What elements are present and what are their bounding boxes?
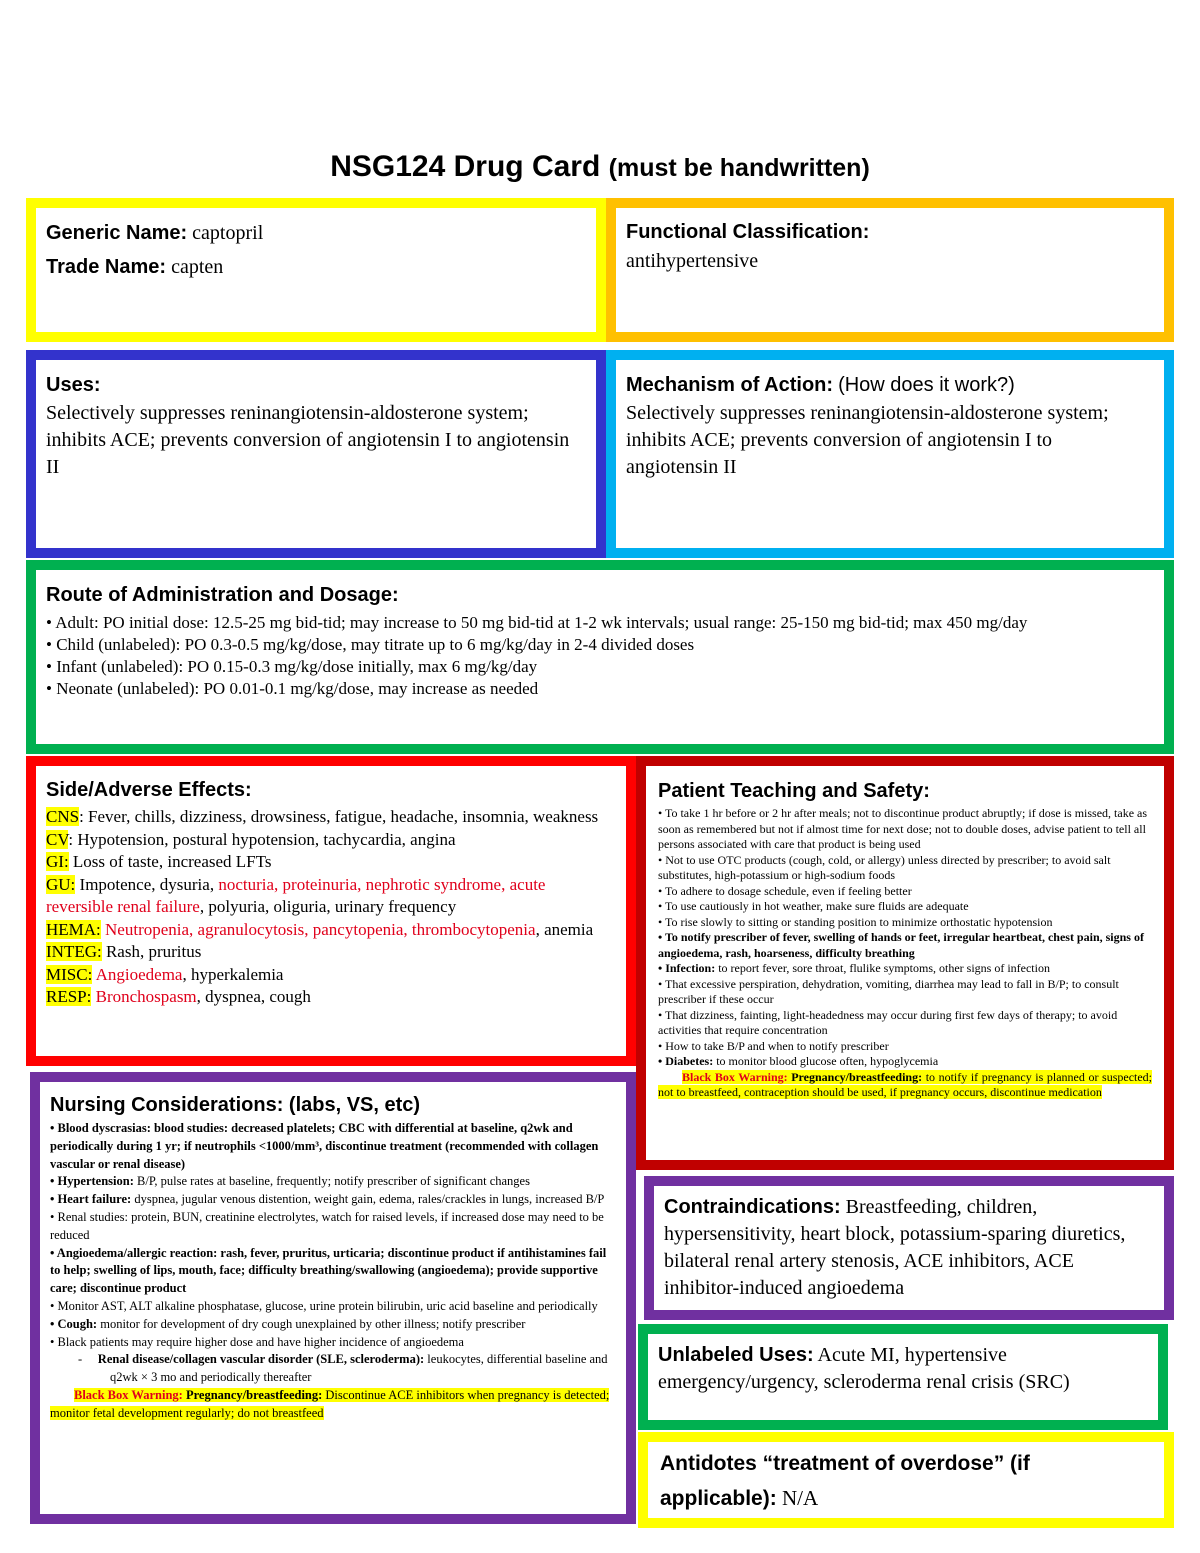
mechanism-label: Mechanism of Action:	[626, 374, 834, 396]
antidotes-label: Antidotes “treatment of overdose” (if applicable):	[660, 1452, 1030, 1510]
se-resp: RESP: Bronchospasm, dyspnea, cough	[46, 987, 311, 1006]
route-label: Route of Administration and Dosage:	[46, 584, 399, 606]
route-item: • Adult: PO initial dose: 12.5-25 mg bid-tid; may increase to 50 mg bid-tid at 1-2 wk intervals; usual range: 25-150 mg bid-tid; max 450 mg/day	[46, 613, 1028, 632]
title-main: NSG124 Drug Card	[330, 150, 601, 183]
names-box	[26, 198, 606, 342]
mechanism-text: Selectively suppresses reninangiotensin-aldosterone system; inhibits ACE; prevents conversion of angiotensin I to angiotensin II	[626, 402, 1109, 478]
teaching-list: • To take 1 hr before or 2 hr after meals; not to discontinue product abruptly; if dose is missed, take as soon as remembered but not if almost time for next dose; not to double doses, advise patient to tell all persons associated with care that product is being used • Not to use OTC products (cough, cold, or allergy) unless directed by prescriber; to avoid salt substitutes, high-potassium or high-sodium foods • To adhere to dosage schedule, even if feeling better • To use cautiously in hot weather, make sure fluids are adequate • To rise slowly to sitting or standing position to minimize orthostatic hypotension • To notify prescriber of fever, swelling of hands or feet, irregular heartbeat, chest pain, signs of angioedema, rash, hoarseness, difficulty breathing • Infection: to report fever, sore throat, flulike symptoms, other signs of infection • That excessive perspiration, dehydration, vomiting, diarrhea may lead to fall in B/P; to consult prescriber if these occur • That dizziness, fainting, light-headedness may occur during first few days of therapy; to avoid activities that require concentration • How to take B/P and when to notify prescriber • Diabetes: to monitor blood glucose often, hypoglycemia Black Box Warning: Pregnancy/breastfeeding: to notify if pregnancy is planned or suspected; not to breastfeed, contraception should be used, if pregnancy occurs, discontinue medication	[658, 806, 1153, 1099]
se-gu: GU: Impotence, dysuria, nocturia, proteinuria, nephrotic syndrome, acute reversible renal failure, polyuria, oliguria, urinary frequency	[46, 874, 546, 916]
teaching-box	[636, 756, 1174, 1170]
teaching-label: Patient Teaching and Safety:	[658, 780, 930, 802]
se-misc: MISC: Angioedema, hyperkalemia	[46, 964, 284, 984]
generic-label: Generic Name:	[46, 222, 188, 244]
classification-box	[606, 198, 1174, 342]
unlabeled-box	[638, 1324, 1168, 1430]
trade-value: capten	[171, 256, 224, 278]
contraindications-box	[644, 1176, 1174, 1320]
side-effects-box	[26, 756, 636, 1066]
se-hema: HEMA: Neutropenia, agranulocytosis, pancytopenia, thrombocytopenia, anemia	[46, 919, 594, 939]
nursing-box	[30, 1072, 636, 1524]
page-title	[0, 150, 1200, 184]
side-effects-label: Side/Adverse Effects:	[46, 779, 252, 801]
mechanism-label-sub: (How does it work?)	[838, 374, 1015, 396]
uses-box	[26, 350, 606, 558]
uses-label: Uses:	[46, 374, 101, 396]
route-item: • Child (unlabeled): PO 0.3-0.5 mg/kg/dose, may titrate up to 6 mg/kg/day in 2-4 divided doses	[46, 635, 695, 654]
nursing-list: • Blood dyscrasias: blood studies: decreased platelets; CBC with differential at baseline, q2wk and periodically during 1 yr; if neutrophils <1000/mm³, discontinue treatment (recommended with collagen vascular or renal disease) • Hypertension: B/P, pulse rates at baseline, frequently; notify prescriber of significant changes • Heart failure: dyspnea, jugular venous distention, weight gain, edema, rales/crackles in lungs, increased B/P • Renal studies: protein, BUN, creatinine electrolytes, watch for raised levels, if increased dose may need to be reduced • Angioedema/allergic reaction: rash, fever, pruritus, urticaria; discontinue product if antihistamines fail to help; swelling of lips, mouth, face; difficulty breathing/swallowing (angioedema); provide supportive care; discontinue product • Monitor AST, ALT alkaline phosphatase, glucose, urine protein bilirubin, uric acid baseline and periodically • Cough: monitor for development of dry cough unexplained by other illness; notify prescriber • Black patients may require higher dose and have higher incidence of angioedema - Renal disease/collagen vascular disorder (SLE, scleroderma): leukocytes, differential baseline and q2wk × 3 mo and periodically thereafter Black Box Warning: Pregnancy/breastfeeding: Discontinue ACE inhibitors when pregnancy is detected; monitor fetal development regularly; do not breastfeed	[50, 1120, 616, 1423]
route-item: • Infant (unlabeled): PO 0.15-0.3 mg/kg/dose initially, max 6 mg/kg/day	[46, 657, 538, 676]
antidotes-text: N/A	[776, 1486, 819, 1510]
route-items	[46, 612, 1154, 700]
contraindications-label: Contraindications:	[664, 1196, 841, 1218]
route-box	[26, 560, 1174, 754]
nursing-label: Nursing Considerations: (labs, VS, etc)	[50, 1094, 421, 1116]
title-sub: (must be handwritten)	[608, 154, 870, 182]
antidotes-box	[638, 1432, 1174, 1528]
route-item: • Neonate (unlabeled): PO 0.01-0.1 mg/kg/dose, may increase as needed	[46, 679, 539, 698]
trade-label: Trade Name:	[46, 256, 167, 278]
se-cns: CNS: Fever, chills, dizziness, drowsiness, fatigue, headache, insomnia, weakness	[46, 807, 599, 826]
se-integ: INTEG: Rash, pruritus	[46, 942, 202, 961]
classification-value: antihypertensive	[626, 250, 759, 272]
teaching-black-box-warning: Black Box Warning: Pregnancy/breastfeeding: to notify if pregnancy is planned or suspected; not to breastfeed, contraception should be used, if pregnancy occurs, discontinue medication	[658, 1069, 1153, 1099]
unlabeled-label: Unlabeled Uses:	[658, 1344, 814, 1366]
side-effects-list	[46, 806, 616, 1009]
mechanism-box	[606, 350, 1174, 558]
nursing-black-box-warning: Black Box Warning: Pregnancy/breastfeeding: Discontinue ACE inhibitors when pregnancy is detected; monitor fetal development regularly; do not breastfeed	[50, 1387, 610, 1420]
se-cv: CV: Hypotension, postural hypotension, tachycardia, angina	[46, 829, 456, 849]
contraindications-text: Breastfeeding, children, hypersensitivity, heart block, potassium-sparing diuretics, bilateral renal artery stenosis, ACE inhibitors, ACE inhibitor-induced angioedema	[664, 1196, 1126, 1299]
unlabeled-text: Acute MI, hypertensive emergency/urgency, scleroderma renal crisis (SRC)	[658, 1344, 1070, 1393]
generic-value: captopril	[192, 222, 264, 244]
se-gi: GI: Loss of taste, increased LFTs	[46, 852, 272, 871]
uses-text: Selectively suppresses reninangiotensin-aldosterone system; inhibits ACE; prevents conversion of angiotensin I to angiotensin II	[46, 402, 570, 478]
classification-label: Functional Classification:	[626, 221, 870, 243]
